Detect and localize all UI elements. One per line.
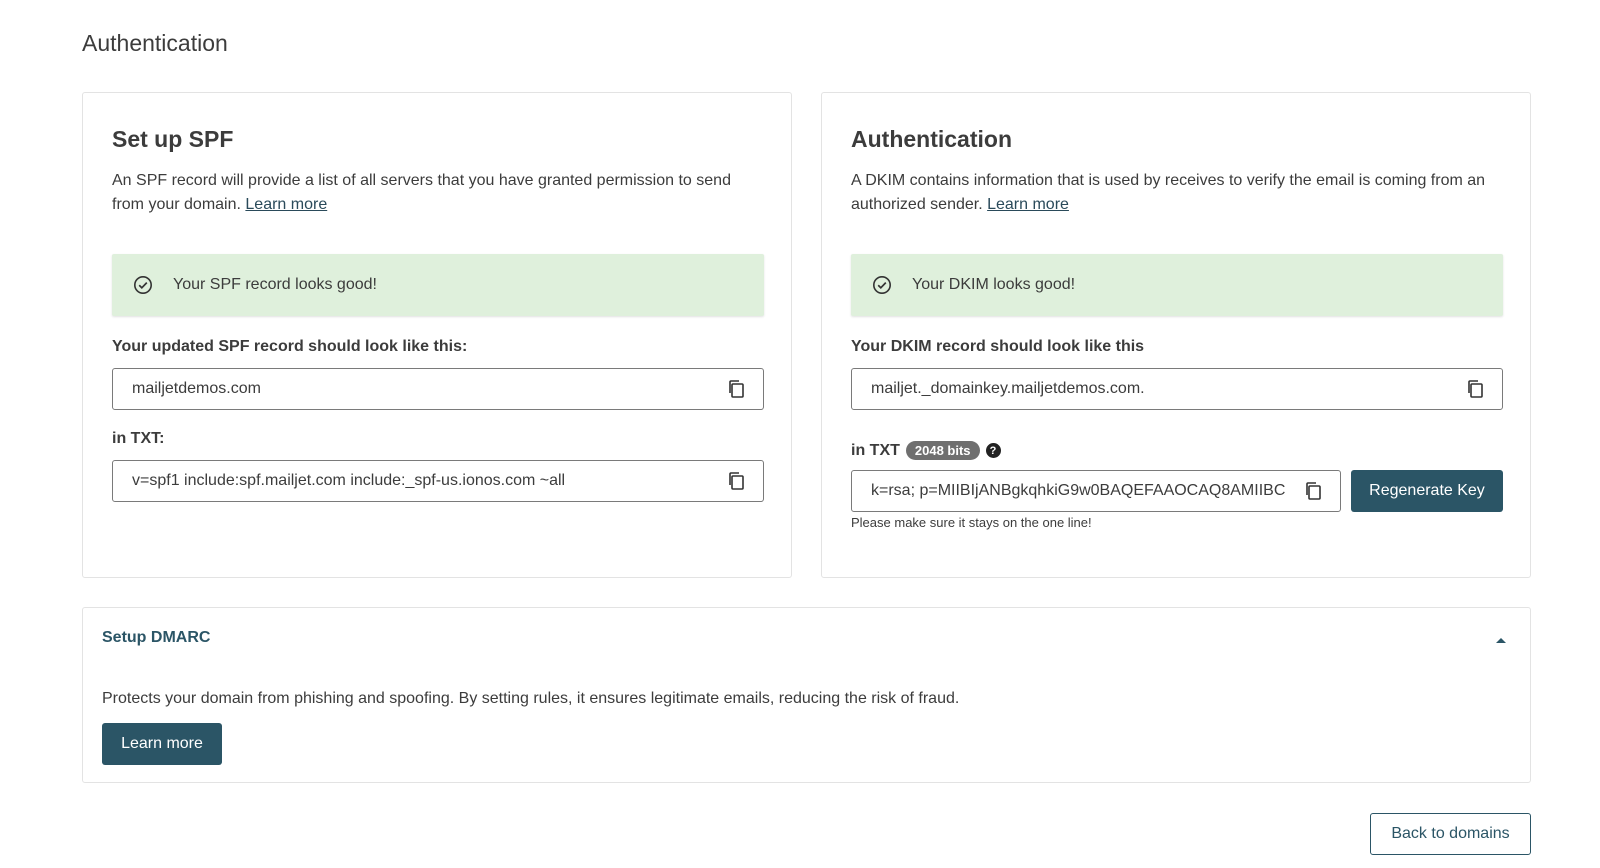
dkim-host-value: mailjet._domainkey.mailjetdemos.com.: [871, 380, 1145, 397]
dkim-txt-label: in TXT: [851, 441, 900, 459]
dkim-card: [821, 92, 1531, 578]
check-circle-icon: [132, 274, 154, 296]
dkim-txt-field[interactable]: [851, 470, 1341, 512]
dmarc-panel-title[interactable]: Setup DMARC: [102, 629, 211, 646]
dmarc-learn-more-button[interactable]: Learn more: [102, 723, 222, 765]
dkim-learn-more-link[interactable]: Learn more: [987, 196, 1069, 213]
spf-description-text: An SPF record will provide a list of all servers that you have granted permission to send from your domain.: [112, 172, 731, 213]
dkim-hint: Please make sure it stays on the one line!: [851, 515, 1092, 530]
spf-host-value: mailjetdemos.com: [132, 380, 261, 397]
back-to-domains-button[interactable]: Back to domains: [1370, 813, 1531, 855]
copy-icon[interactable]: [1302, 480, 1324, 502]
spf-status-alert: [112, 254, 764, 316]
dkim-description: [851, 169, 1503, 217]
dkim-host-label: Your DKIM record should look like this: [851, 338, 1145, 355]
dkim-txt-label-row: [851, 441, 1001, 460]
check-circle-icon: [871, 274, 893, 296]
spf-description: [112, 169, 764, 217]
copy-icon[interactable]: [1464, 378, 1486, 400]
spf-host-field[interactable]: [112, 368, 764, 410]
dkim-card-title: Authentication: [851, 126, 1012, 152]
dkim-host-field[interactable]: [851, 368, 1503, 410]
spf-txt-field[interactable]: [112, 460, 764, 502]
spf-host-label: Your updated SPF record should look like this:: [112, 338, 468, 355]
dmarc-panel: [82, 607, 1531, 783]
dmarc-description: Protects your domain from phishing and spoofing. By setting rules, it ensures legitimate emails, reducing the risk of fraud.: [102, 690, 960, 707]
copy-icon[interactable]: [725, 378, 747, 400]
chevron-up-icon[interactable]: [1494, 632, 1508, 642]
page-title: Authentication: [82, 30, 228, 56]
regenerate-key-button[interactable]: Regenerate Key: [1351, 470, 1503, 512]
spf-status-text: Your SPF record looks good!: [173, 276, 377, 293]
dkim-status-text: Your DKIM looks good!: [912, 276, 1076, 293]
spf-txt-label: in TXT:: [112, 430, 165, 447]
spf-card: [82, 92, 792, 578]
help-icon[interactable]: ?: [986, 443, 1001, 458]
dkim-txt-value: k=rsa; p=MIIBIjANBgkqhkiG9w0BAQEFAAOCAQ8AMIIBC: [871, 482, 1286, 499]
key-size-badge: 2048 bits: [906, 441, 980, 460]
copy-icon[interactable]: [725, 470, 747, 492]
dkim-status-alert: [851, 254, 1503, 316]
spf-learn-more-link[interactable]: Learn more: [245, 196, 328, 213]
dkim-description-text: A DKIM contains information that is used by receives to verify the email is coming from an authorized sender.: [851, 172, 1486, 213]
spf-card-title: Set up SPF: [112, 126, 234, 152]
spf-txt-value: v=spf1 include:spf.mailjet.com include:_spf-us.ionos.com ~all: [132, 472, 566, 489]
